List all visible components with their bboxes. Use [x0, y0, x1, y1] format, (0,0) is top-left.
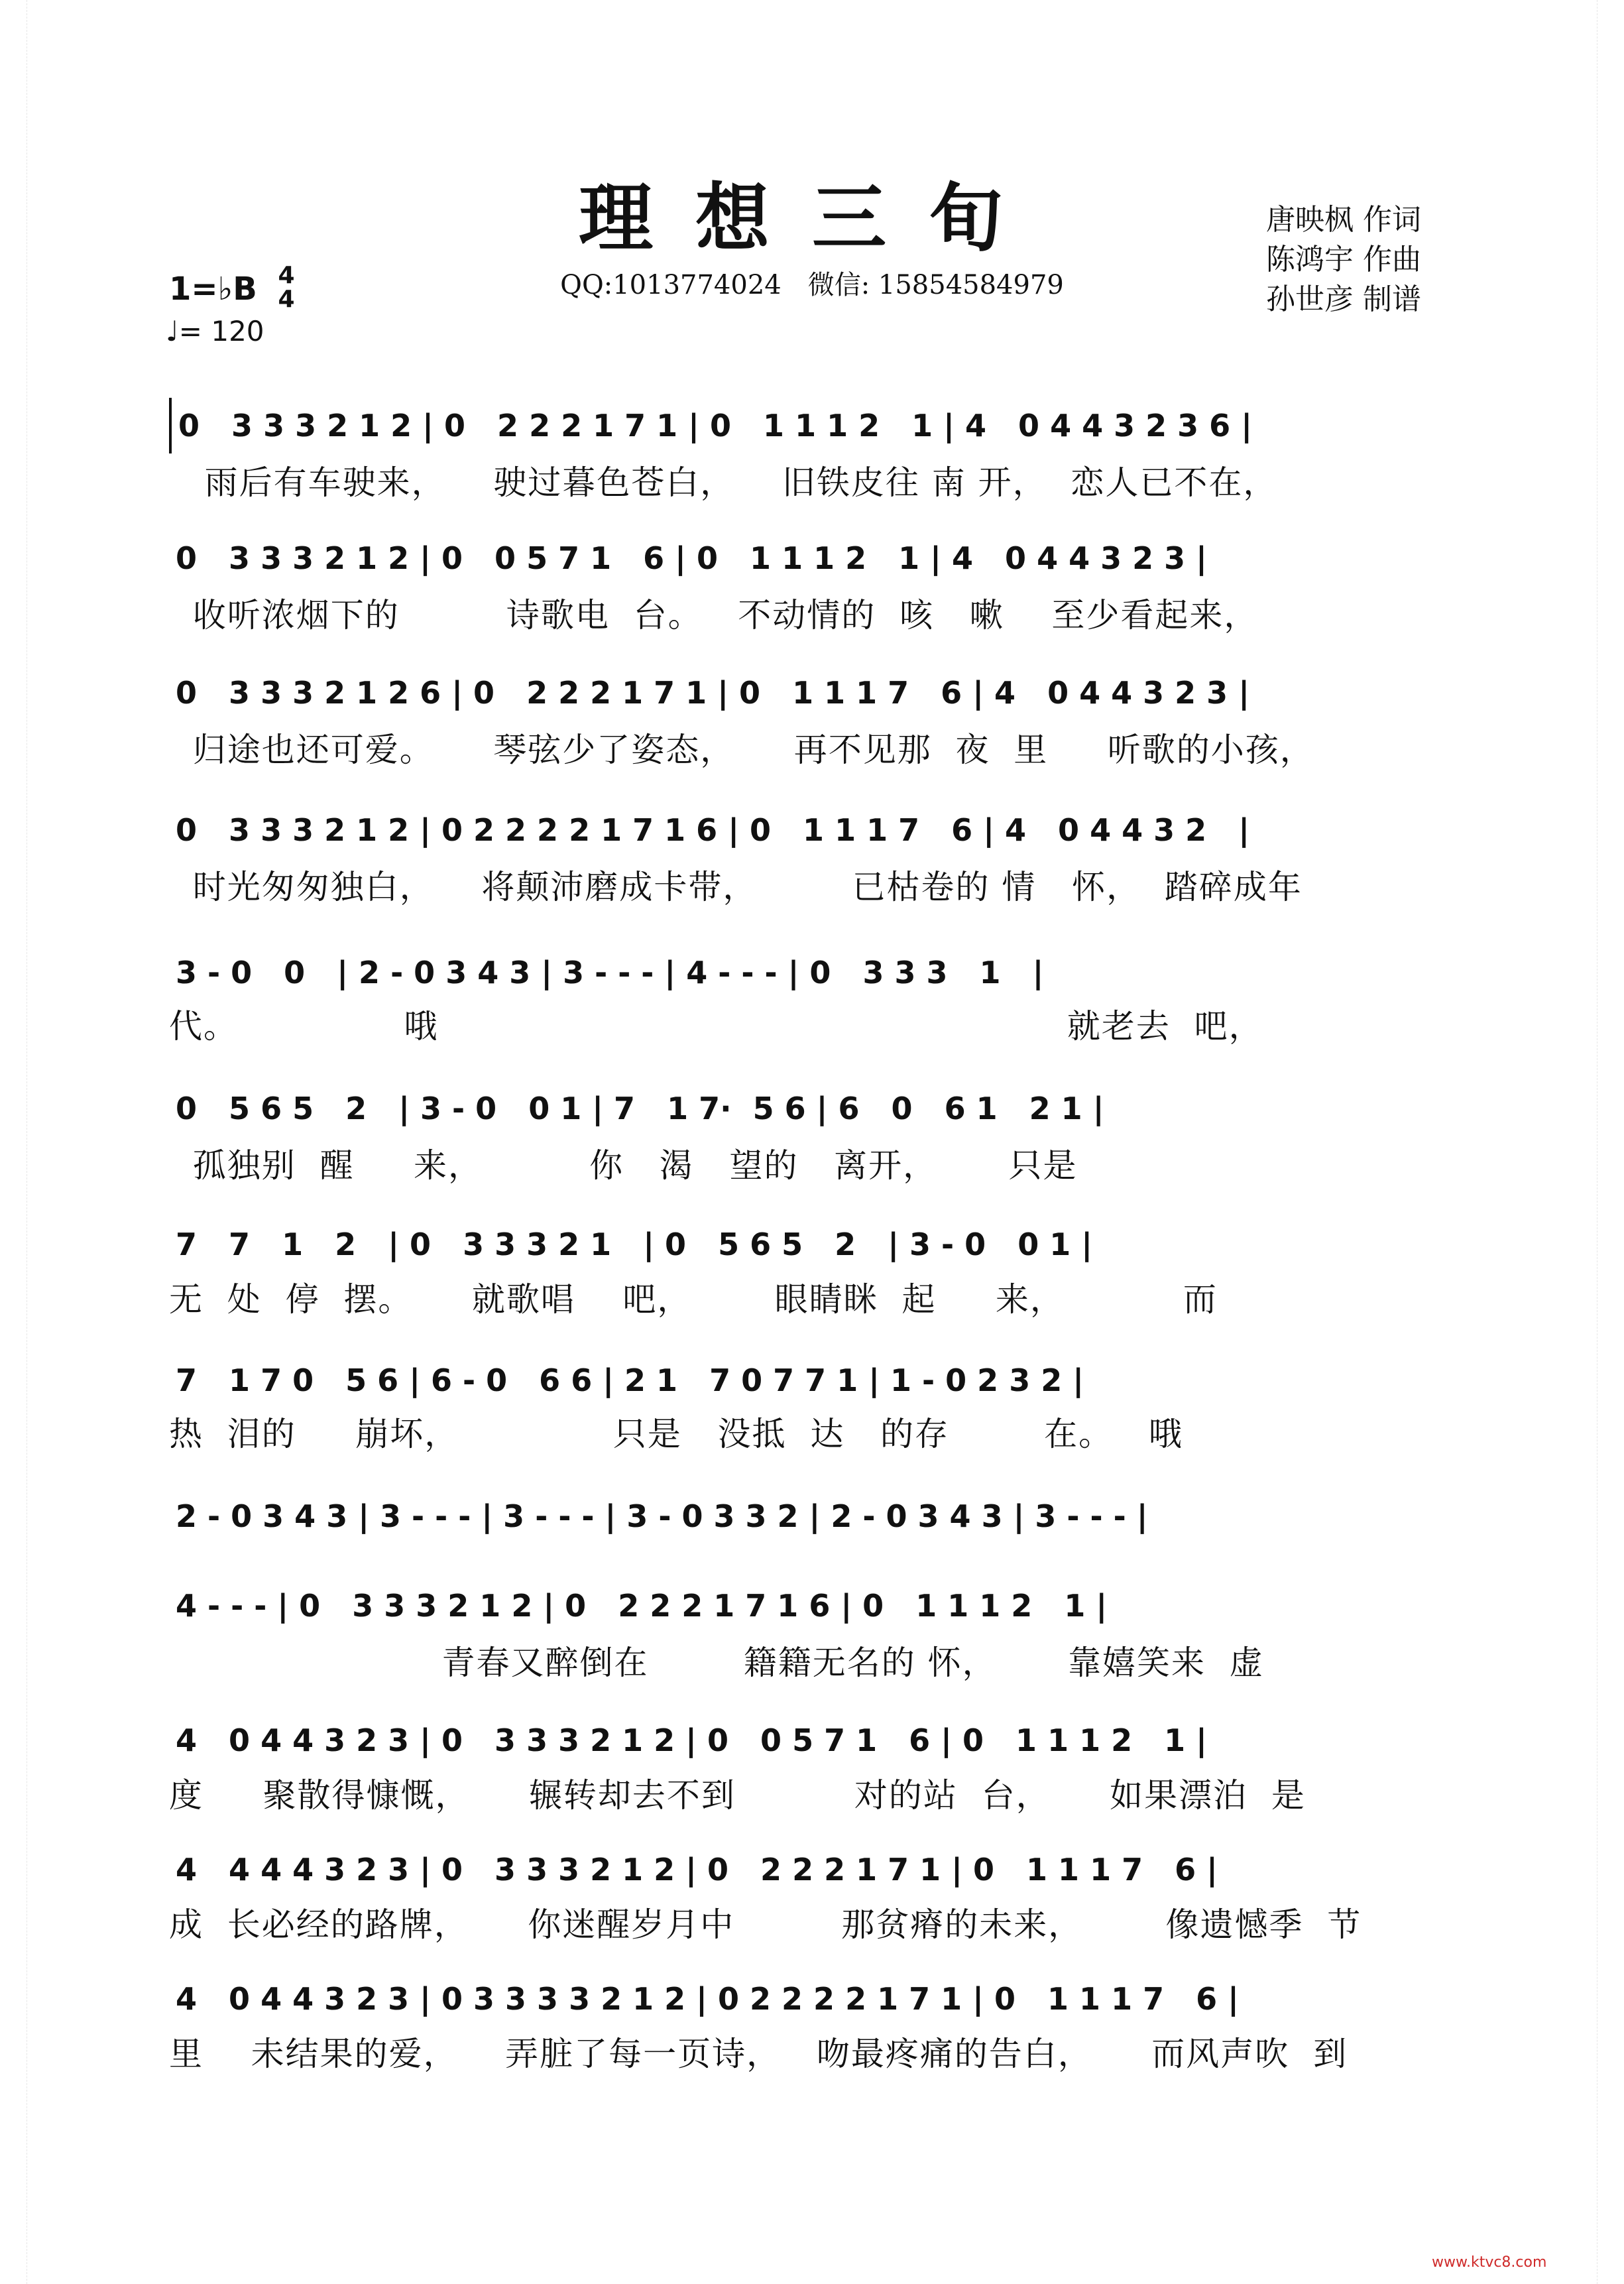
notation-row-8: 7 1 7 0 5 6 | 6 - 0 6 6 | 2 1 7 0 7 7 1 | 1 - 0 2 3 2 | — [176, 1362, 1084, 1398]
time-signature — [272, 264, 301, 312]
notation-row-4: 0 3 3 3 2 1 2 | 0 2 2 2 2 1 7 1 6 | 0 1 1 1 7 6 | 4 0 4 4 3 2 | — [176, 812, 1249, 848]
contact-info: QQ:1013774024 微信: 15854584979 — [560, 270, 1064, 300]
lyricist-credit: 唐映枫 作词 — [1266, 203, 1421, 237]
lyric-row-10: 青春又醉倒在 籍籍无名的 怀， 靠嬉笑来 虚 — [169, 1644, 1264, 1682]
lyric-row-3: 归途也还可爱。 琴弦少了姿态， 再不见那 夜 里 听歌的小孩， — [169, 731, 1314, 769]
lyric-row-1: 雨后有车驶来， 驶过暮色苍白， 旧铁皮往 南 开， 恋人已不在， — [169, 463, 1278, 502]
notation-row-13: 4 0 4 4 3 2 3 | 0 3 3 3 3 2 1 2 | 0 2 2 2 2 1 7 1 | 0 1 1 1 7 6 | — [176, 1981, 1239, 2017]
credits — [1266, 200, 1544, 320]
lyric-row-12: 成 长必经的路牌， 你迷醒岁月中 那贫瘠的未来， 像遗憾季 节 — [169, 1905, 1362, 1944]
composer-credit: 陈鸿宇 作曲 — [1266, 243, 1421, 276]
tempo-marking: ♩= 120 — [166, 315, 264, 347]
right-margin-strip — [1597, 0, 1624, 2284]
notation-row-6: 0 5 6 5 2 | 3 - 0 0 1 | 7 1 7· 5 6 | 6 0 6 1 2 1 | — [176, 1091, 1104, 1126]
time-signature-bottom: 4 — [278, 286, 295, 313]
left-margin-strip — [0, 0, 27, 2284]
lyric-row-5: 代。 哦 就老去 吧， — [169, 1007, 1263, 1046]
notation-row-10: 4 - - - | 0 3 3 3 2 1 2 | 0 2 2 2 1 7 1 6 | 0 1 1 1 2 1 | — [176, 1588, 1108, 1624]
notation-row-7: 7 7 1 2 | 0 3 3 3 2 1 | 0 5 6 5 2 | 3 - 0 0 1 | — [176, 1227, 1093, 1262]
key-signature: 1=♭B — [169, 270, 257, 308]
lyric-row-13: 里 未结果的爱， 弄脏了每一页诗， 吻最疼痛的告白， 而风声吹 到 — [169, 2035, 1348, 2073]
notation-row-12: 4 4 4 4 3 2 3 | 0 3 3 3 2 1 2 | 0 2 2 2 1 7 1 | 0 1 1 1 7 6 | — [176, 1852, 1218, 1888]
lyric-row-2: 收听浓烟下的 诗歌电 台。 不动情的 咳 嗽 至少看起来， — [169, 596, 1259, 634]
time-signature-top: 4 — [278, 262, 295, 289]
notation-row-11: 4 0 4 4 3 2 3 | 0 3 3 3 2 1 2 | 0 0 5 7 1 6 | 0 1 1 1 2 1 | — [176, 1722, 1207, 1758]
lyric-row-8: 热 泪的 崩坏， 只是 没抵 达 的存 在。 哦 — [169, 1415, 1183, 1453]
notation-row-5: 3 - 0 0 | 2 - 0 3 4 3 | 3 - - - | 4 - - - | 0 3 3 3 1 | — [176, 955, 1044, 991]
site-watermark: www.ktvc8.com — [1432, 2254, 1547, 2271]
notation-row-1: 0 3 3 3 2 1 2 | 0 2 2 2 1 7 1 | 0 1 1 1 2 1 | 4 0 4 4 3 2 3 6 | — [169, 398, 1462, 453]
song-title: 理想三旬 — [579, 175, 1045, 262]
arranger-credit: 孙世彦 制谱 — [1266, 282, 1421, 316]
notation-row-3: 0 3 3 3 2 1 2 6 | 0 2 2 2 1 7 1 | 0 1 1 1 7 6 | 4 0 4 4 3 2 3 | — [176, 675, 1249, 711]
lyric-row-6: 孤独别 醒 来， 你 渴 望的 离开， 只是 — [169, 1146, 1078, 1185]
lyric-row-4: 时光匆匆独白， 将颠沛磨成卡带， 已枯卷的 情 怀， 踏碎成年 — [169, 868, 1303, 906]
lyric-row-7: 无 处 停 摆。 就歌唱 吧， 眼睛眯 起 来， 而 — [169, 1280, 1218, 1319]
notation-row-2: 0 3 3 3 2 1 2 | 0 0 5 7 1 6 | 0 1 1 1 2 1 | 4 0 4 4 3 2 3 | — [176, 540, 1207, 576]
lyric-row-11: 度 聚散得慷慨， 辗转却去不到 对的站 台， 如果漂泊 是 — [169, 1776, 1306, 1815]
notation-row-9: 2 - 0 3 4 3 | 3 - - - | 3 - - - | 3 - 0 3 3 2 | 2 - 0 3 4 3 | 3 - - - | — [176, 1498, 1148, 1534]
